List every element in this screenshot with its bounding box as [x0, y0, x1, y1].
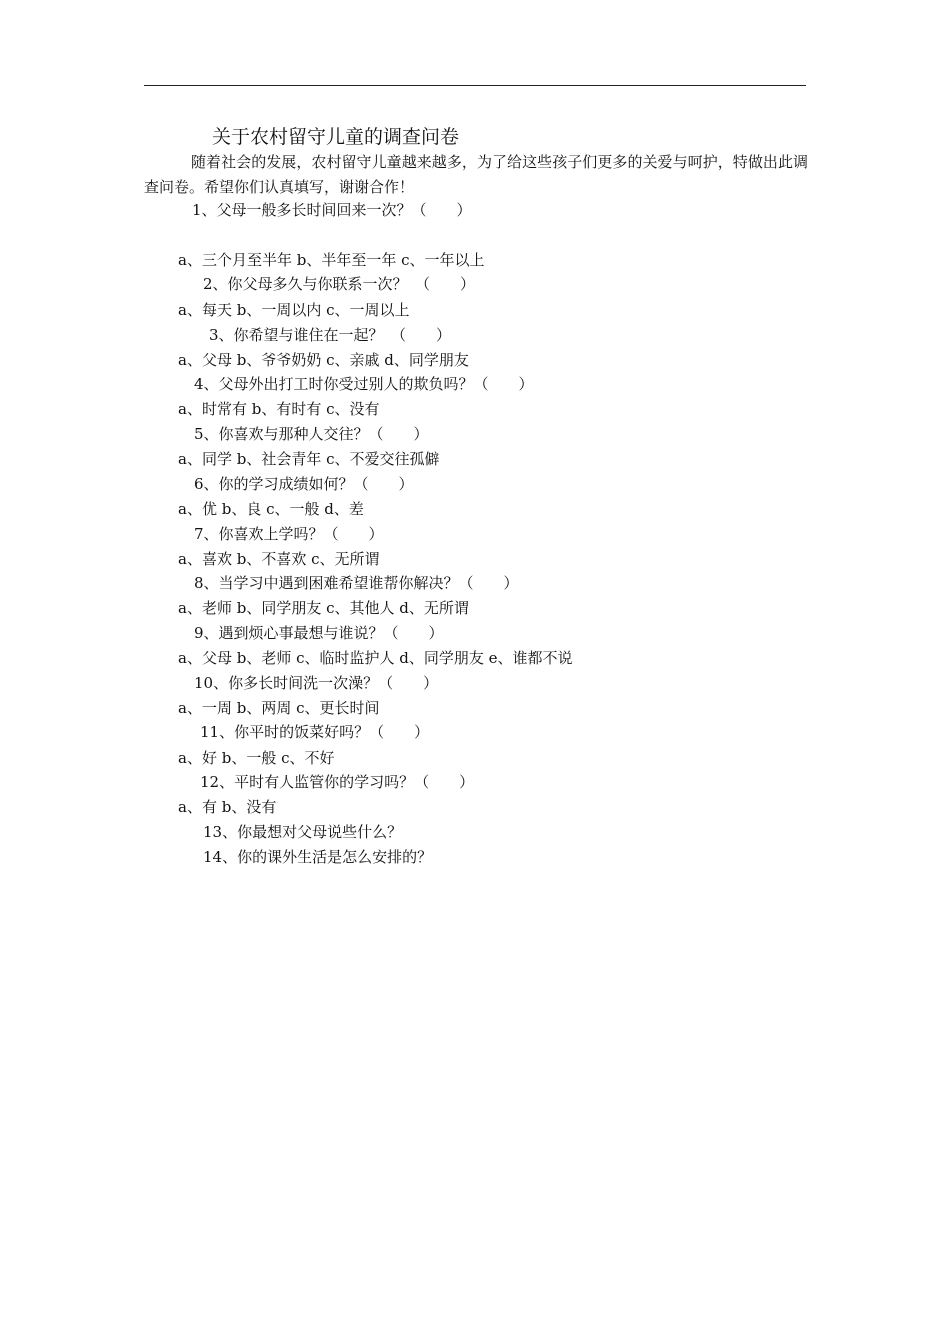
question-8: 8、当学习中遇到困难希望谁帮你解决？（ ）: [194, 574, 519, 592]
question-2: 2、你父母多久与你联系一次？ （ ）: [203, 275, 476, 293]
options-5: a、同学 b、社会青年 c、不爱交往孤僻: [178, 450, 440, 468]
options-1: a、三个月至半年 b、半年至一年 c、一年以上: [178, 251, 485, 269]
header-rule: [144, 85, 806, 86]
document-title: 关于农村留守儿童的调查问卷: [212, 126, 460, 148]
options-9: a、父母 b、老师 c、临时监护人 d、同学朋友 e、谁都不说: [178, 649, 573, 667]
question-3: 3、你希望与谁住在一起？ （ ）: [209, 326, 452, 344]
question-5: 5、你喜欢与那种人交往？（ ）: [194, 425, 429, 443]
question-11: 11、你平时的饭菜好吗？（ ）: [200, 723, 430, 741]
options-10: a、一周 b、两周 c、更长时间: [178, 699, 380, 717]
question-10: 10、你多长时间洗一次澡？（ ）: [194, 674, 439, 692]
question-7: 7、你喜欢上学吗？（ ）: [194, 525, 384, 543]
options-4: a、时常有 b、有时有 c、没有: [178, 400, 380, 418]
options-6: a、优 b、良 c、一般 d、差: [178, 500, 364, 518]
options-2: a、每天 b、一周以内 c、一周以上: [178, 301, 410, 319]
options-7: a、喜欢 b、不喜欢 c、无所谓: [178, 550, 380, 568]
question-6: 6、你的学习成绩如何？（ ）: [194, 475, 414, 493]
options-8: a、老师 b、同学朋友 c、其他人 d、无所谓: [178, 599, 469, 617]
question-13: 13、你最想对父母说些什么？: [203, 823, 403, 841]
question-14: 14、你的课外生活是怎么安排的？: [203, 848, 433, 866]
options-3: a、父母 b、爷爷奶奶 c、亲戚 d、同学朋友: [178, 351, 469, 369]
question-9: 9、遇到烦心事最想与谁说？（ ）: [194, 624, 444, 642]
options-11: a、好 b、一般 c、不好: [178, 749, 335, 767]
intro-paragraph: 随着社会的发展，农村留守儿童越来越多，为了给这些孩子们更多的关爱与呵护，特做出此调查问卷。希望你们认真填写，谢谢合作！: [144, 153, 808, 196]
question-4: 4、父母外出打工时你受过别人的欺负吗？（ ）: [194, 375, 534, 393]
question-12: 12、平时有人监管你的学习吗？（ ）: [200, 773, 475, 791]
options-12: a、有 b、没有: [178, 798, 277, 816]
question-1: 1、父母一般多长时间回来一次？（ ）: [192, 201, 472, 219]
